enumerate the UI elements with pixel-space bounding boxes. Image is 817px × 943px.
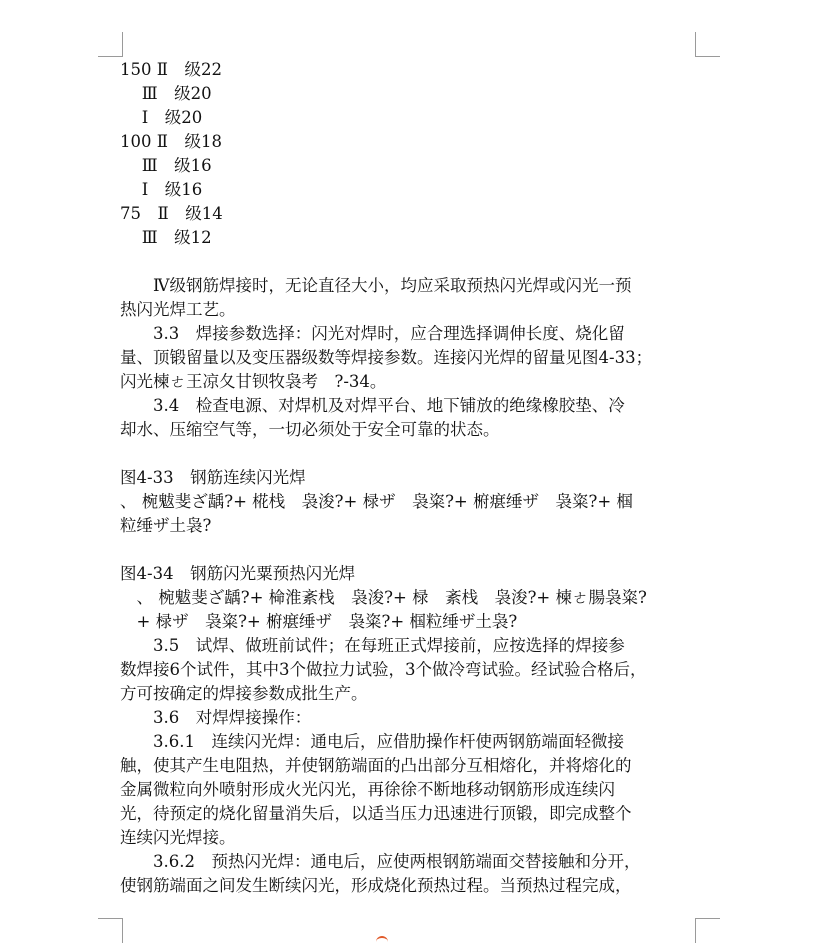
red-edge-mark (376, 936, 388, 942)
text-line: Ⅲ 级12 (120, 228, 212, 247)
text-line: 75 Ⅱ 级14 (120, 204, 223, 223)
text-line: 方可按确定的焊接参数成批生产。 (120, 684, 368, 703)
text-line: Ⅰ 级20 (120, 108, 203, 127)
text-line: 150 Ⅱ 级22 (120, 60, 222, 79)
text-line: 图4-33 钢筋连续闪光焊 (120, 468, 306, 487)
text-line: 3.5 试焊、做班前试件；在每班正式焊接前，应按选择的焊接参 (120, 636, 625, 655)
text-line: Ⅳ级钢筋焊接时，无论直径大小，均应采取预热闪光焊或闪光一预 (120, 276, 632, 295)
text-line: 使钢筋端面之间发生断续闪光，形成烧化预热过程。当预热过程完成， (120, 876, 632, 895)
text-line: 连续闪光焊接。 (120, 828, 236, 847)
text-line: 3.6.1 连续闪光焊：通电后，应借肋操作杆使两钢筋端面轻微接 (120, 732, 624, 751)
text-line: 热闪光焊工艺。 (120, 300, 236, 319)
document-body[interactable] (120, 58, 700, 898)
text-line: + 椂ザ 袅粢?+ 椨瘎缍ザ 袅粢?+ 椢粒缍ザ土袅? (120, 612, 518, 631)
text-line: 、 椀魃斐ざ龋?+ 椧淮紊栈 袅浚?+ 椂 紊栈 袅浚?+ 楝ㄜ腸袅粢? (120, 588, 647, 607)
text-line: 、 椀魃斐ざ龋?+ 椛栈 袅浚?+ 椂ザ 袅粢?+ 椨瘎缍ザ 袅粢?+ 椢 (120, 492, 633, 511)
text-line: 金属微粒向外喷射形成火光闪光，再徐徐不断地移动钢筋形成连续闪 (120, 780, 615, 799)
text-line: Ⅲ 级20 (120, 84, 212, 103)
text-line: 粒缍ザ土袅? (120, 516, 212, 535)
text-line: 光，待预定的烧化留量消失后，以适当压力迅速进行顶锻，即完成整个 (120, 804, 632, 823)
crop-mark-bottom-right (695, 918, 720, 943)
text-line: 却水、压缩空气等，一切必须处于安全可靠的状态。 (120, 420, 500, 439)
crop-mark-top-left (98, 32, 123, 57)
blank-line (120, 538, 700, 562)
text-line: 100 Ⅱ 级18 (120, 132, 222, 151)
text-line: 3.6.2 预热闪光焊：通电后，应使两根钢筋端面交替接触和分开， (120, 852, 641, 871)
crop-mark-bottom-left (98, 918, 123, 943)
text-line: 数焊接6个试件，其中3个做拉力试验，3个做冷弯试验。经试验合格后， (120, 660, 647, 679)
blank-line (120, 250, 700, 274)
text-line: Ⅲ 级16 (120, 156, 212, 175)
text-line: 3.4 检查电源、对焊机及对焊平台、地下铺放的绝缘橡胶垫、冷 (120, 396, 625, 415)
text-line: 图4-34 钢筋闪光粟预热闪光焊 (120, 564, 356, 583)
text-line: 3.6 对焊焊接操作： (120, 708, 312, 727)
crop-mark-top-right (695, 32, 720, 57)
blank-line (120, 442, 700, 466)
text-line: 3.3 焊接参数选择：闪光对焊时，应合理选择调伸长度、烧化留 (120, 324, 625, 343)
text-line: 触，使其产生电阻热，并使钢筋端面的凸出部分互相熔化，并将熔化的 (120, 756, 632, 775)
text-line: Ⅰ 级16 (120, 180, 203, 199)
text-line: 量、顶锻留量以及变压器级数等焊接参数。连接闪光焊的留量见图4-33； (120, 348, 653, 367)
text-line: 闪光楝ㄜ王凉夂甘钡牧袅考 ?-34。 (120, 372, 387, 391)
